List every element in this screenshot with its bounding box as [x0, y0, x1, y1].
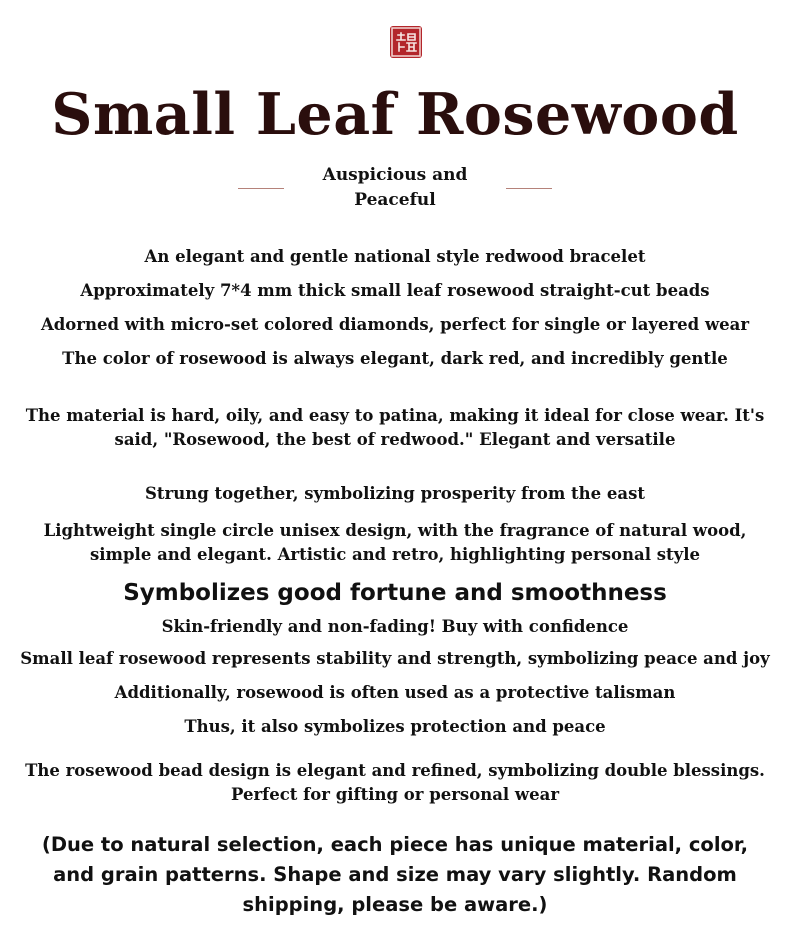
description-line-7: Small leaf rosewood represents stability and strength, symbolizing peace and joy: [20, 649, 770, 668]
description-line-1: An elegant and gentle national style redwood bracelet: [144, 247, 646, 266]
highlight-heading: Symbolizes good fortune and smoothness: [123, 580, 667, 606]
description-paragraph-2: Lightweight single circle unisex design, with the fragrance of natural wood, simple and elegant. Artistic and retro, highlighting personal style: [43, 521, 747, 564]
description-line-6: Skin-friendly and non-fading! Buy with confidence: [161, 617, 629, 636]
description-line-4: The color of rosewood is always elegant, dark red, and incredibly gentle: [62, 349, 728, 368]
page-title: Small Leaf Rosewood: [51, 81, 739, 148]
subtitle-line-2: Peaceful: [354, 190, 436, 210]
description-line-9: Thus, it also symbolizes protection and peace: [184, 717, 606, 736]
divider-left: [238, 188, 284, 189]
description-paragraph-3: The rosewood bead design is elegant and refined, symbolizing double blessings. Perfect for gifting or personal wear: [25, 761, 765, 804]
description-line-5: Strung together, symbolizing prosperity from the east: [144, 484, 646, 503]
description-line-2: Approximately 7*4 mm thick small leaf rosewood straight-cut beads: [80, 281, 710, 300]
disclaimer-note: (Due to natural selection, each piece has unique material, color, and grain patterns. Shape and size may vary slightly. Random shipping, please be aware.): [41, 833, 749, 916]
subtitle-line-1: Auspicious and: [322, 165, 468, 185]
subtitle: [295, 163, 495, 213]
divider-right: [506, 188, 552, 189]
description-paragraph-1: The material is hard, oily, and easy to patina, making it ideal for close wear. It's said, "Rosewood, the best of redwood." Elegant and versatile: [25, 406, 765, 449]
description-line-8: Additionally, rosewood is often used as a protective talisman: [114, 683, 676, 702]
description-line-3: Adorned with micro-set colored diamonds, perfect for single or layered wear: [40, 315, 750, 334]
seal-icon: [390, 26, 422, 58]
